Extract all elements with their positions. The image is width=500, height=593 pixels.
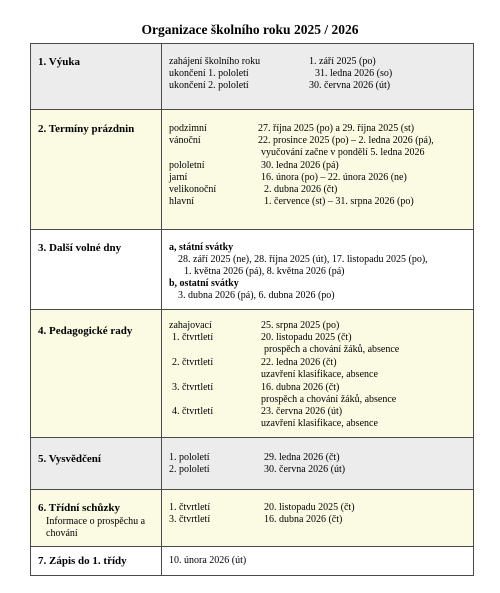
item-value: 1. září 2025 (po) [309,56,376,67]
table-row [31,230,474,310]
ostatni-svatky-dates: 3. dubna 2026 (pá), 6. dubna 2026 (po) [178,290,335,301]
item-label: velikonoční [169,184,217,195]
document-title: Organizace školního roku 2025 / 2026 [141,22,359,37]
item-label: 1. čtvrtletí [169,502,211,513]
item-value: 16. února (po) – 22. února 2026 (ne) [261,172,407,183]
statni-svatky-label: a, státní svátky [169,242,234,253]
row-heading: 1. Výuka [38,56,80,68]
item-value: 30. ledna 2026 (pá) [261,160,339,171]
row-heading: 5. Vysvědčení [38,453,101,465]
item-label: 4. čtvrtletí [172,406,214,417]
row-heading-cell [31,490,162,547]
row-heading-cell [31,230,162,310]
item-value: 25. srpna 2025 (po) [261,320,340,331]
item-label: pololetní [169,160,205,171]
item-value: 27. října 2025 (po) a 29. října 2025 (st) [258,123,415,134]
item-value: 10. února 2026 (út) [169,555,247,566]
item-label: 3. čtvrtletí [169,514,211,525]
item-value: 29. ledna 2026 (čt) [264,452,340,463]
table-row [31,547,474,576]
statni-svatky-dates: 1. května 2026 (pá), 8. května 2026 (pá) [184,266,345,277]
item-note: vyučování začne v pondělí 5. ledna 2026 [261,147,425,158]
item-label: zahajovací [169,320,212,331]
item-value: 1. července (st) – 31. srpna 2026 (po) [264,196,414,207]
row-content-cell [162,547,474,576]
item-label: podzimní [169,123,207,134]
item-label: ukončení 1. pololetí [169,68,249,79]
item-note: prospěch a chování žáků, absence [261,394,397,405]
item-value: 30. června 2026 (út) [309,80,391,91]
item-value: 23. června 2026 (út) [261,406,343,417]
row-heading: 6. Třídní schůzky [38,502,121,514]
item-value: 16. dubna 2026 (čt) [261,382,340,393]
schedule-table [30,43,474,576]
item-label: jarní [169,172,188,183]
item-label: 3. čtvrtletí [172,382,214,393]
table-row [31,438,474,490]
row-heading-cell [31,44,162,110]
item-label: 2. čtvrtletí [172,357,214,368]
row-content-cell [162,438,474,490]
row-heading: 4. Pedagogické rady [38,325,133,337]
row-content-cell [162,230,474,310]
item-value: 2. dubna 2026 (čt) [264,184,338,195]
row-heading-cell [31,310,162,438]
item-label: 2. pololetí [169,464,210,475]
row-heading-cell [31,438,162,490]
item-note: uzavření klasifikace, absence [261,369,378,380]
row-content-cell [162,490,474,547]
item-value: 31. ledna 2026 (so) [315,68,393,79]
row-heading: 3. Další volné dny [38,242,122,254]
row-heading: 7. Zápis do 1. třídy [38,555,127,567]
item-value: 20. listopadu 2025 (čt) [261,332,352,343]
row-heading-cell [31,110,162,230]
item-label: ukončení 2. pololetí [169,80,249,91]
item-value: 20. listopadu 2025 (čt) [264,502,355,513]
table-row [31,110,474,230]
item-label: 1. pololetí [169,452,210,463]
item-label: 1. čtvrtletí [172,332,214,343]
item-value: 16. dubna 2026 (čt) [264,514,343,525]
item-note: uzavření klasifikace, absence [261,418,378,429]
item-label: vánoční [169,135,201,146]
item-value: 30. června 2026 (út) [264,464,346,475]
row-content-cell [162,110,474,230]
row-content-cell [162,44,474,110]
item-note: prospěch a chování žáků, absence [264,344,400,355]
ostatni-svatky-label: b, ostatní svátky [169,278,239,289]
row-subheading: Informace o prospěchu a chování [46,516,146,539]
table-row [31,310,474,438]
row-heading: 2. Termíny prázdnin [38,123,135,135]
table-row [31,44,474,110]
item-value: 22. prosince 2025 (po) – 2. ledna 2026 (pá), [258,135,434,146]
statni-svatky-dates: 28. září 2025 (ne), 28. října 2025 (út), 17. listopadu 2025 (po), [178,254,428,265]
item-label: zahájení školního roku [169,56,261,67]
row-content-cell [162,310,474,438]
item-label: hlavní [169,196,194,207]
row-heading-cell [31,547,162,576]
table-row [31,490,474,547]
item-value: 22. ledna 2026 (čt) [261,357,337,368]
